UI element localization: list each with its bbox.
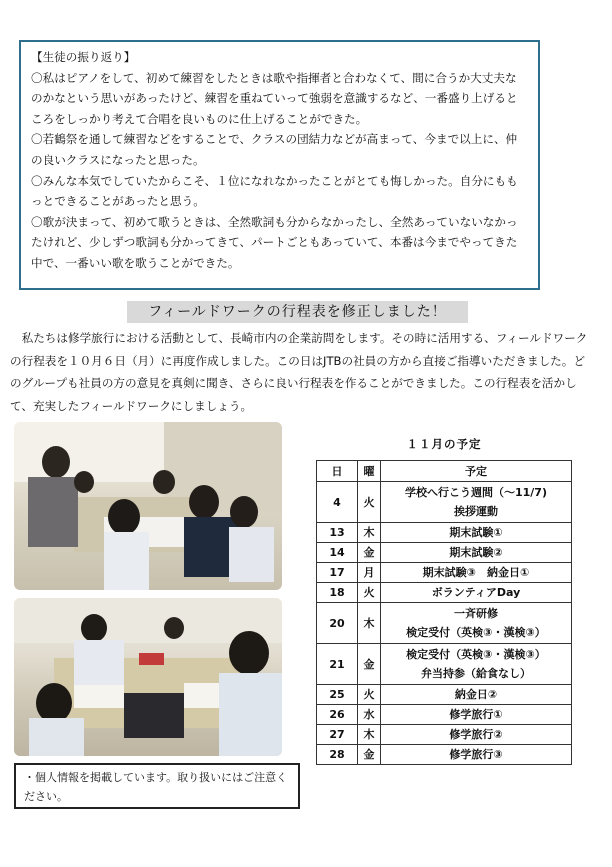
row-weekday: 木 bbox=[358, 603, 381, 644]
row-weekday: 木 bbox=[358, 523, 381, 543]
table-row bbox=[317, 685, 572, 705]
row-weekday: 金 bbox=[358, 543, 381, 563]
row-plan: 期末試験① bbox=[381, 523, 572, 543]
table-row bbox=[317, 543, 572, 563]
reflection-item-1: 〇私はピアノをして、初めて練習をしたときは歌や指揮者と合わなくて、間に合うか大丈夫なのかなという思いがあったけど、練習を重ねていって強弱を意識するなど、一番盛り上げるところをしっかり考えて合唱を良いものに仕上げることができた。 bbox=[31, 70, 518, 126]
row-weekday: 金 bbox=[358, 644, 381, 685]
reflection-item-4: 〇歌が決まって、初めて歌うときは、全然歌詞も分からなかったし、全然あっていないなかったけれど、少しずつ歌詞も分かってきて、パートごともあっていて、本番は今までやってきた中で、一番いい歌を歌うことができた。 bbox=[31, 214, 518, 270]
row-weekday: 火 bbox=[358, 583, 381, 603]
table-row bbox=[317, 583, 572, 603]
header-plan: 予定 bbox=[381, 461, 572, 482]
row-day: 26 bbox=[317, 705, 358, 725]
row-day: 17 bbox=[317, 563, 358, 583]
row-weekday: 月 bbox=[358, 563, 381, 583]
header-weekday: 曜 bbox=[358, 461, 381, 482]
row-weekday: 木 bbox=[358, 725, 381, 745]
row-weekday: 火 bbox=[358, 685, 381, 705]
classroom-photo-2 bbox=[14, 598, 282, 756]
row-day: 27 bbox=[317, 725, 358, 745]
row-plan: 期末試験③ 納金日① bbox=[381, 563, 572, 583]
fieldwork-title: フィールドワークの行程表を修正しました！ bbox=[127, 301, 468, 323]
row-day: 14 bbox=[317, 543, 358, 563]
fieldwork-intro-text: 私たちは修学旅行における活動として、長崎市内の企業訪問をします。その時に活用する、フィールドワークの行程表を１０月６日（月）に再度作成しました。この日はJTBの社員の方から直接ご指導いただきました。どのグループも社員の方の意見を真剣に聞き、さらに良い行程表を作ることができました。この行程表を活かして、充実したフィールドワークにしましょう。 bbox=[10, 331, 588, 413]
table-row bbox=[317, 644, 572, 685]
row-day: 21 bbox=[317, 644, 358, 685]
row-weekday: 水 bbox=[358, 705, 381, 725]
row-day: 28 bbox=[317, 745, 358, 765]
student-reflection-box bbox=[19, 40, 540, 290]
row-plan: 修学旅行① bbox=[381, 705, 572, 725]
reflection-item-3: 〇みんな本気でしていたからこそ、１位になれなかったことがとても悔しかった。自分にももっとできることがあったと思う。 bbox=[31, 173, 518, 209]
row-plan: ボランティアDay bbox=[381, 583, 572, 603]
table-row bbox=[317, 563, 572, 583]
row-day: 18 bbox=[317, 583, 358, 603]
november-schedule-table bbox=[316, 460, 572, 765]
row-plan: 検定受付（英検③・漢検③） 弁当持参（給食なし） bbox=[381, 644, 572, 685]
table-row bbox=[317, 725, 572, 745]
table-row bbox=[317, 482, 572, 523]
row-plan: 修学旅行② bbox=[381, 725, 572, 745]
table-header-row bbox=[317, 461, 572, 482]
schedule-title: １１月の予定 bbox=[406, 437, 482, 451]
row-weekday: 火 bbox=[358, 482, 381, 523]
row-weekday: 金 bbox=[358, 745, 381, 765]
row-plan: 期末試験② bbox=[381, 543, 572, 563]
table-row bbox=[317, 603, 572, 644]
row-day: 20 bbox=[317, 603, 358, 644]
row-plan: 学校へ行こう週間（～11/7) 挨拶運動 bbox=[381, 482, 572, 523]
privacy-notice: ・個人情報を掲載しています。取り扱いにはご注意ください。 bbox=[14, 763, 300, 809]
row-day: 4 bbox=[317, 482, 358, 523]
row-plan: 修学旅行③ bbox=[381, 745, 572, 765]
classroom-photo-1 bbox=[14, 422, 282, 590]
reflection-heading: 【生徒の振り返り】 bbox=[31, 50, 136, 64]
table-row bbox=[317, 745, 572, 765]
row-day: 13 bbox=[317, 523, 358, 543]
row-day: 25 bbox=[317, 685, 358, 705]
table-row bbox=[317, 523, 572, 543]
row-plan: 納金日② bbox=[381, 685, 572, 705]
header-day: 日 bbox=[317, 461, 358, 482]
row-plan: 一斉研修 検定受付（英検③・漢検③） bbox=[381, 603, 572, 644]
table-row bbox=[317, 705, 572, 725]
reflection-item-2: 〇若鶴祭を通して練習などをすることで、クラスの団結力などが高まって、今まで以上に、仲の良いクラスになったと思った。 bbox=[31, 132, 518, 167]
